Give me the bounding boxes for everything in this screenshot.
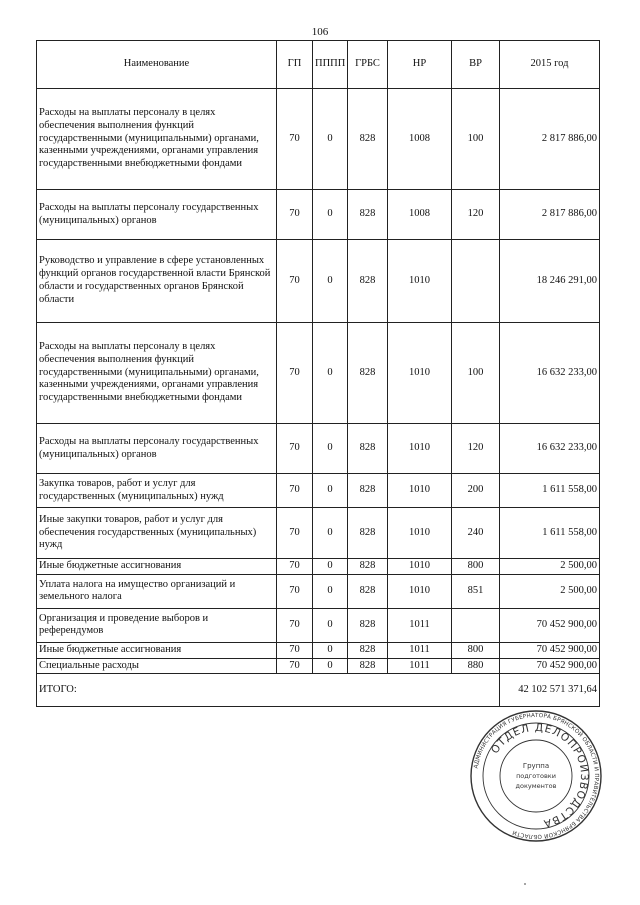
row-nr: 1008 (388, 190, 452, 240)
row-gp: 70 (277, 559, 313, 575)
row-gp: 70 (277, 89, 313, 190)
header-nr: НР (388, 41, 452, 89)
header-gp: ГП (277, 41, 313, 89)
row-amount: 2 500,00 (500, 559, 600, 575)
table-row (37, 559, 600, 575)
table-row (37, 323, 600, 424)
table-row (37, 424, 600, 474)
row-amount: 1 611 558,00 (500, 508, 600, 559)
row-name: Расходы на выплаты персоналу государственных (муниципальных) органов (37, 424, 277, 474)
row-name: Расходы на выплаты персоналу в целях обеспечения выполнения функций государственными (муниципальными) органами, казенными учреждениями, органами управления государственными внебюджетными фондами (37, 323, 277, 424)
office-stamp (470, 710, 602, 842)
row-nr: 1011 (388, 608, 452, 642)
row-amount: 2 817 886,00 (500, 190, 600, 240)
row-name: Иные закупки товаров, работ и услуг для обеспечения государственных (муниципальных) нужд (37, 508, 277, 559)
stamp-outer-text: АДМИНИСТРАЦИЯ ГУБЕРНАТОРА БРЯНСКОЙ ОБЛАСТИ И ПРАВИТЕЛЬСТВА БРЯНСКОЙ ОБЛАСТИ (473, 712, 600, 840)
row-grbs: 828 (348, 658, 388, 674)
row-pppp: 0 (313, 658, 348, 674)
row-name: Руководство и управление в сфере установленных функций органов государственной власти Брянской области и государственных органов Брянской области (37, 240, 277, 323)
row-vr: 120 (452, 424, 500, 474)
row-vr: 100 (452, 323, 500, 424)
row-grbs: 828 (348, 190, 388, 240)
header-pppp: ПППП (313, 41, 348, 89)
row-pppp: 0 (313, 559, 348, 575)
row-vr (452, 608, 500, 642)
row-gp: 70 (277, 574, 313, 608)
budget-table (36, 40, 600, 707)
row-pppp: 0 (313, 424, 348, 474)
table-row (37, 658, 600, 674)
row-amount: 70 452 900,00 (500, 608, 600, 642)
row-amount: 18 246 291,00 (500, 240, 600, 323)
row-nr: 1010 (388, 559, 452, 575)
row-nr: 1011 (388, 658, 452, 674)
table-row (37, 508, 600, 559)
row-gp: 70 (277, 508, 313, 559)
row-name: Уплата налога на имущество организаций и земельного налога (37, 574, 277, 608)
row-nr: 1010 (388, 424, 452, 474)
row-gp: 70 (277, 240, 313, 323)
row-amount: 70 452 900,00 (500, 642, 600, 658)
row-nr: 1008 (388, 89, 452, 190)
row-vr (452, 240, 500, 323)
row-grbs: 828 (348, 608, 388, 642)
row-name: Иные бюджетные ассигнования (37, 642, 277, 658)
table-row (37, 240, 600, 323)
scan-speck (524, 883, 526, 885)
row-name: Иные бюджетные ассигнования (37, 559, 277, 575)
row-gp: 70 (277, 323, 313, 424)
table-row (37, 608, 600, 642)
row-name: Специальные расходы (37, 658, 277, 674)
row-amount: 2 817 886,00 (500, 89, 600, 190)
row-vr: 200 (452, 474, 500, 508)
row-pppp: 0 (313, 642, 348, 658)
header-name: Наименование (37, 41, 277, 89)
row-pppp: 0 (313, 323, 348, 424)
table-row (37, 190, 600, 240)
row-pppp: 0 (313, 608, 348, 642)
row-name: Расходы на выплаты персоналу государственных (муниципальных) органов (37, 190, 277, 240)
row-grbs: 828 (348, 574, 388, 608)
row-amount: 16 632 233,00 (500, 323, 600, 424)
row-gp: 70 (277, 474, 313, 508)
row-grbs: 828 (348, 424, 388, 474)
total-amount: 42 102 571 371,64 (500, 674, 600, 707)
row-vr: 800 (452, 559, 500, 575)
row-gp: 70 (277, 608, 313, 642)
row-name: Расходы на выплаты персоналу в целях обеспечения выполнения функций государственными (муниципальными) органами, казенными учреждениями, органами управления государственными внебюджетными фондами (37, 89, 277, 190)
row-nr: 1010 (388, 240, 452, 323)
row-pppp: 0 (313, 89, 348, 190)
header-grbs: ГРБС (348, 41, 388, 89)
row-vr: 100 (452, 89, 500, 190)
row-grbs: 828 (348, 240, 388, 323)
table-header-row (37, 41, 600, 89)
row-nr: 1010 (388, 323, 452, 424)
stamp-center-line2: подготовки (516, 772, 556, 780)
row-grbs: 828 (348, 559, 388, 575)
table-row (37, 89, 600, 190)
row-amount: 1 611 558,00 (500, 474, 600, 508)
row-nr: 1010 (388, 474, 452, 508)
row-name: Закупка товаров, работ и услуг для государственных (муниципальных) нужд (37, 474, 277, 508)
header-vr: ВР (452, 41, 500, 89)
row-grbs: 828 (348, 508, 388, 559)
row-name: Организация и проведение выборов и референдумов (37, 608, 277, 642)
row-grbs: 828 (348, 474, 388, 508)
row-pppp: 0 (313, 190, 348, 240)
row-nr: 1010 (388, 508, 452, 559)
page-number: 106 (311, 26, 329, 38)
row-gp: 70 (277, 190, 313, 240)
row-vr: 120 (452, 190, 500, 240)
table-row (37, 574, 600, 608)
row-gp: 70 (277, 658, 313, 674)
row-grbs: 828 (348, 323, 388, 424)
row-nr: 1010 (388, 574, 452, 608)
row-amount: 2 500,00 (500, 574, 600, 608)
row-pppp: 0 (313, 574, 348, 608)
table-row (37, 474, 600, 508)
row-gp: 70 (277, 424, 313, 474)
row-pppp: 0 (313, 474, 348, 508)
row-pppp: 0 (313, 240, 348, 323)
row-nr: 1011 (388, 642, 452, 658)
stamp-center-line1: Группа (522, 762, 550, 770)
total-label: ИТОГО: (37, 674, 500, 707)
header-year: 2015 год (500, 41, 600, 89)
stamp-ring-text: ОТДЕЛ ДЕЛОПРОИЗВОДСТВА (488, 721, 591, 830)
row-amount: 16 632 233,00 (500, 424, 600, 474)
row-vr: 880 (452, 658, 500, 674)
row-grbs: 828 (348, 642, 388, 658)
total-row (37, 674, 600, 707)
row-vr: 240 (452, 508, 500, 559)
row-pppp: 0 (313, 508, 348, 559)
stamp-center-line3: документов (515, 782, 557, 790)
table-row (37, 642, 600, 658)
row-vr: 851 (452, 574, 500, 608)
row-vr: 800 (452, 642, 500, 658)
row-amount: 70 452 900,00 (500, 658, 600, 674)
row-gp: 70 (277, 642, 313, 658)
row-grbs: 828 (348, 89, 388, 190)
